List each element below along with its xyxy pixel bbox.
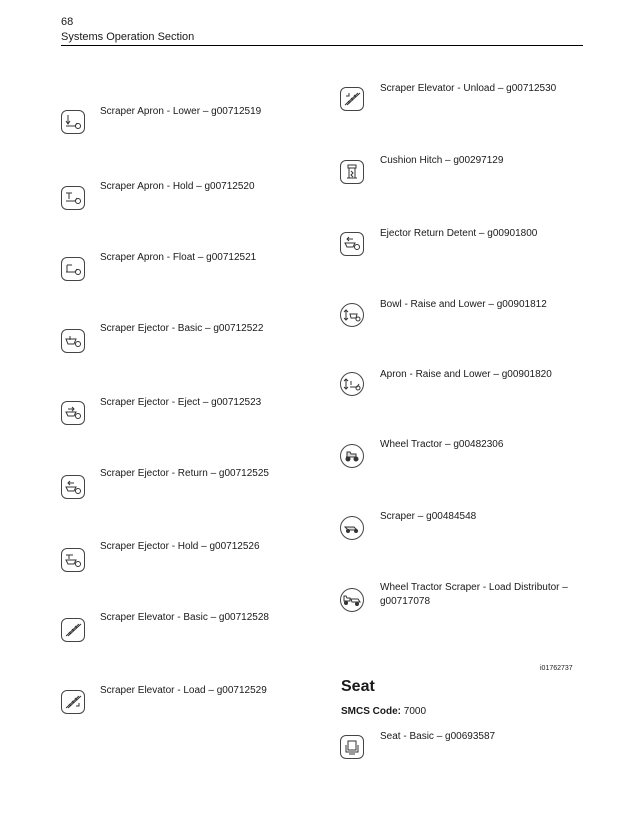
apron-float-icon	[61, 257, 85, 281]
smcs-label: SMCS Code:	[341, 706, 401, 717]
caption-seat-basic: Seat - Basic – g00693587	[380, 731, 496, 742]
seat-heading: Seat	[341, 678, 375, 695]
apron-raise-lower-icon	[340, 372, 364, 396]
ejector-return-icon	[61, 475, 85, 499]
elevator-load-icon	[61, 690, 85, 714]
section-title: Systems Operation Section	[61, 31, 195, 43]
elevator-basic-icon	[61, 618, 85, 642]
caption-apron-float: Scraper Apron - Float – g00712521	[100, 252, 257, 263]
header-rule	[61, 45, 583, 46]
caption-elevator-load: Scraper Elevator - Load – g00712529	[100, 685, 267, 696]
smcs-value: 7000	[403, 706, 427, 717]
ejector-eject-icon	[61, 401, 85, 425]
caption-ejector-eject: Scraper Ejector - Eject – g00712523	[100, 397, 262, 408]
ejector-hold-icon	[61, 548, 85, 572]
caption-ejector-hold: Scraper Ejector - Hold – g00712526	[100, 541, 260, 552]
seat-basic-icon	[340, 735, 364, 759]
wheel-tractor-icon	[340, 444, 364, 468]
caption-load-distributor: Wheel Tractor Scraper - Load Distributor – g00717078	[380, 582, 568, 607]
caption-apron-hold: Scraper Apron - Hold – g00712520	[100, 181, 255, 192]
apron-hold-icon	[61, 186, 85, 210]
caption-wheel-tractor: Wheel Tractor – g00482306	[380, 439, 504, 450]
smcs-code	[341, 706, 426, 717]
caption-apron-raise-lower: Apron - Raise and Lower – g00901820	[380, 369, 552, 380]
caption-elevator-unload: Scraper Elevator - Unload – g00712530	[380, 83, 557, 94]
scraper-icon	[340, 516, 364, 540]
ejector-return-detent-icon	[340, 232, 364, 256]
figure-id: i01762737	[540, 665, 573, 672]
ejector-basic-icon	[61, 329, 85, 353]
page-number: 68	[61, 16, 74, 28]
cushion-hitch-icon	[340, 160, 364, 184]
caption-ejector-basic: Scraper Ejector - Basic – g00712522	[100, 323, 264, 334]
caption-scraper: Scraper – g00484548	[380, 511, 477, 522]
elevator-unload-icon	[340, 87, 364, 111]
caption-ejector-return-detent: Ejector Return Detent – g00901800	[380, 228, 538, 239]
caption-elevator-basic: Scraper Elevator - Basic – g00712528	[100, 612, 269, 623]
bowl-raise-lower-icon	[340, 303, 364, 327]
caption-apron-lower: Scraper Apron - Lower – g00712519	[100, 106, 262, 117]
caption-ejector-return: Scraper Ejector - Return – g00712525	[100, 468, 269, 479]
caption-cushion-hitch: Cushion Hitch – g00297129	[380, 155, 504, 166]
caption-bowl-raise-lower: Bowl - Raise and Lower – g00901812	[380, 299, 547, 310]
apron-lower-icon	[61, 110, 85, 134]
load-distributor-icon	[340, 588, 364, 612]
